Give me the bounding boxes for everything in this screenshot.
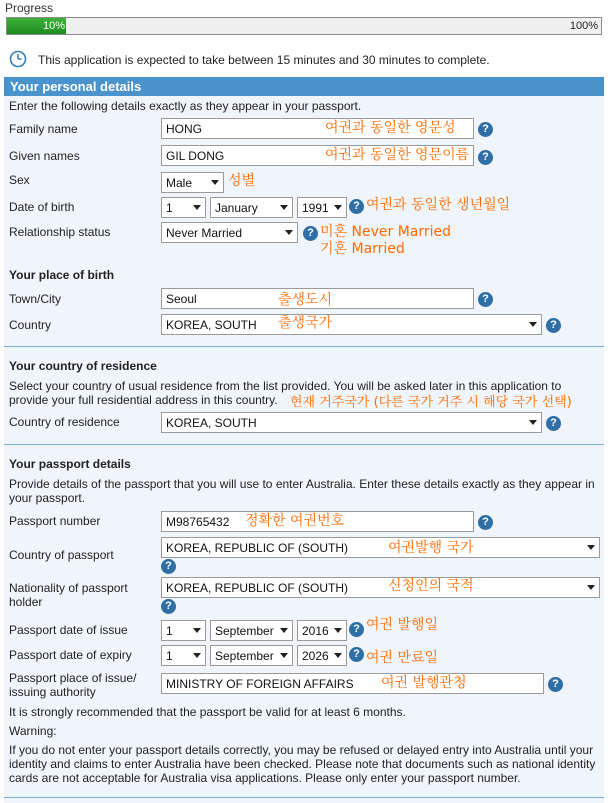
validity-note: It is strongly recommended that the passport be valid for at least 6 months. [9, 705, 406, 719]
passport-number-help-icon[interactable]: ? [478, 515, 493, 530]
chevron-down-icon [334, 628, 342, 633]
relationship-annotation-1: 미혼 Never Married [320, 224, 452, 240]
issue-date-label: Passport date of issue [9, 623, 128, 637]
passport-country-value: KOREA, REPUBLIC OF (SOUTH) [166, 541, 349, 555]
sex-annotation: 성별 [228, 173, 256, 189]
expiry-month-select[interactable] [210, 645, 293, 666]
passport-number-label: Passport number [9, 514, 101, 528]
residence-country-select[interactable] [161, 412, 542, 433]
dob-day-value: 1 [166, 201, 173, 215]
divider [4, 797, 604, 798]
residence-country-value: KOREA, SOUTH [166, 416, 257, 430]
town-annotation: 출생도시 [278, 292, 333, 308]
expiry-day-value: 1 [166, 649, 173, 663]
dob-month-select[interactable] [210, 197, 293, 218]
issue-month-select[interactable] [210, 620, 293, 641]
expiry-date-annotation: 여권 만료일 [366, 650, 439, 666]
dob-label: Date of birth [9, 200, 75, 214]
duration-notice: This application is expected to take between 15 minutes and 30 minutes to complete. [38, 53, 490, 67]
chevron-down-icon [193, 653, 201, 658]
nationality-label: Nationality of passport holder [9, 581, 128, 609]
passport-country-annotation: 여권발행 국가 [388, 540, 474, 556]
chevron-down-icon [587, 545, 595, 550]
progress-end-label: 100% [569, 20, 598, 32]
birth-heading: Your place of birth [9, 268, 115, 282]
chevron-down-icon [193, 628, 201, 633]
authority-annotation: 여권 발행관청 [381, 675, 467, 691]
family-name-annotation: 여권과 동일한 영문성 [325, 120, 456, 136]
progress-bar [6, 17, 602, 35]
issue-year-select[interactable] [297, 620, 347, 641]
passport-number-input[interactable]: M98765432 [161, 511, 474, 532]
chevron-down-icon [280, 205, 288, 210]
town-help-icon[interactable]: ? [478, 292, 493, 307]
issue-day-select[interactable] [161, 620, 206, 641]
passport-number-annotation: 정확한 여권번호 [245, 513, 345, 529]
nationality-select[interactable] [161, 577, 600, 598]
chevron-down-icon [280, 653, 288, 658]
sex-value: Male [166, 176, 193, 190]
dob-month-value: January [215, 201, 258, 215]
given-names-annotation: 여권과 동일한 영문이름 [325, 147, 470, 163]
nationality-value: KOREA, REPUBLIC OF (SOUTH) [166, 581, 349, 595]
authority-help-icon[interactable]: ? [548, 677, 563, 692]
passport-country-select[interactable] [161, 537, 600, 558]
passport-country-help-icon[interactable]: ? [161, 559, 176, 574]
issue-year-value: 2016 [302, 624, 329, 638]
relationship-help-icon[interactable]: ? [303, 226, 318, 241]
chevron-down-icon [334, 205, 342, 210]
passport-country-label: Country of passport [9, 548, 114, 562]
town-label: Town/City [9, 292, 62, 306]
residence-intro: Select your country of usual residence from the list provided. You will be asked later in this application to provide your full residential address in this country. [9, 379, 562, 407]
residence-country-label: Country of residence [9, 415, 120, 429]
family-name-label: Family name [9, 122, 78, 136]
dob-day-select[interactable] [161, 197, 206, 218]
dob-year-value: 1991 [302, 201, 329, 215]
relationship-label: Relationship status [9, 225, 111, 239]
authority-input[interactable]: MINISTRY OF FOREIGN AFFAIRS [161, 673, 544, 694]
chevron-down-icon [280, 628, 288, 633]
clock-icon [9, 50, 27, 68]
chevron-down-icon [285, 230, 293, 235]
dob-year-select[interactable] [297, 197, 347, 218]
chevron-down-icon [587, 585, 595, 590]
issue-date-annotation: 여권 발행일 [366, 617, 439, 633]
residence-annotation: 현재 거주국가 (다른 국가 거주 시 해당 국가 선택) [290, 395, 572, 410]
personal-intro: Enter the following details exactly as they appear in your passport. [9, 99, 362, 113]
birth-country-label: Country [9, 318, 52, 332]
expiry-year-select[interactable] [297, 645, 347, 666]
family-name-input[interactable]: HONG [161, 118, 474, 139]
issue-date-help-icon[interactable]: ? [349, 622, 364, 637]
nationality-help-icon[interactable]: ? [161, 599, 176, 614]
sex-label: Sex [9, 173, 30, 187]
issue-month-value: September [215, 624, 274, 638]
residence-heading: Your country of residence [9, 359, 157, 373]
given-names-input[interactable]: GIL DONG [161, 145, 474, 166]
relationship-annotation-2: 기혼 Married [320, 241, 405, 257]
dob-annotation: 여권과 동일한 생년월일 [366, 197, 511, 213]
chevron-down-icon [211, 180, 219, 185]
chevron-down-icon [529, 322, 537, 327]
expiry-date-help-icon[interactable]: ? [349, 647, 364, 662]
sex-select[interactable] [161, 172, 224, 193]
divider [4, 346, 604, 347]
nationality-annotation: 신청인의 국적 [388, 578, 474, 594]
birth-country-annotation: 출생국가 [278, 315, 333, 331]
dob-help-icon[interactable]: ? [349, 199, 364, 214]
expiry-month-value: September [215, 649, 274, 663]
warning-text: If you do not enter your passport details correctly, you may be refused or delayed entry into Australia until your identity and claims to enter Australia have been checked. Please note that documents such as national identity cards are not acceptable for Australia visa applications. Please only enter your passport number. [9, 743, 596, 785]
progress-title: Progress [5, 1, 54, 15]
passport-intro: Provide details of the passport that you will use to enter Australia. Enter these details exactly as they appear in your passport. [9, 477, 595, 505]
divider [4, 444, 604, 445]
family-name-help-icon[interactable]: ? [478, 122, 493, 137]
birth-country-select[interactable] [161, 314, 542, 335]
progress-start-label: 10% [43, 20, 66, 32]
section-header-personal: Your personal details [4, 77, 604, 96]
authority-label: Passport place of issue/ issuing authority [9, 671, 137, 699]
expiry-year-value: 2026 [302, 649, 329, 663]
residence-help-icon[interactable]: ? [546, 416, 561, 431]
passport-heading: Your passport details [9, 457, 131, 471]
town-input[interactable]: Seoul [161, 288, 474, 309]
chevron-down-icon [334, 653, 342, 658]
given-names-label: Given names [9, 149, 80, 163]
issue-day-value: 1 [166, 624, 173, 638]
chevron-down-icon [193, 205, 201, 210]
relationship-value: Never Married [166, 226, 243, 240]
relationship-select[interactable] [161, 222, 298, 243]
warning-title: Warning: [9, 724, 57, 738]
given-names-help-icon[interactable]: ? [478, 150, 493, 165]
birth-country-help-icon[interactable]: ? [546, 318, 561, 333]
expiry-day-select[interactable] [161, 645, 206, 666]
chevron-down-icon [529, 420, 537, 425]
birth-country-value: KOREA, SOUTH [166, 318, 257, 332]
expiry-date-label: Passport date of expiry [9, 648, 132, 662]
